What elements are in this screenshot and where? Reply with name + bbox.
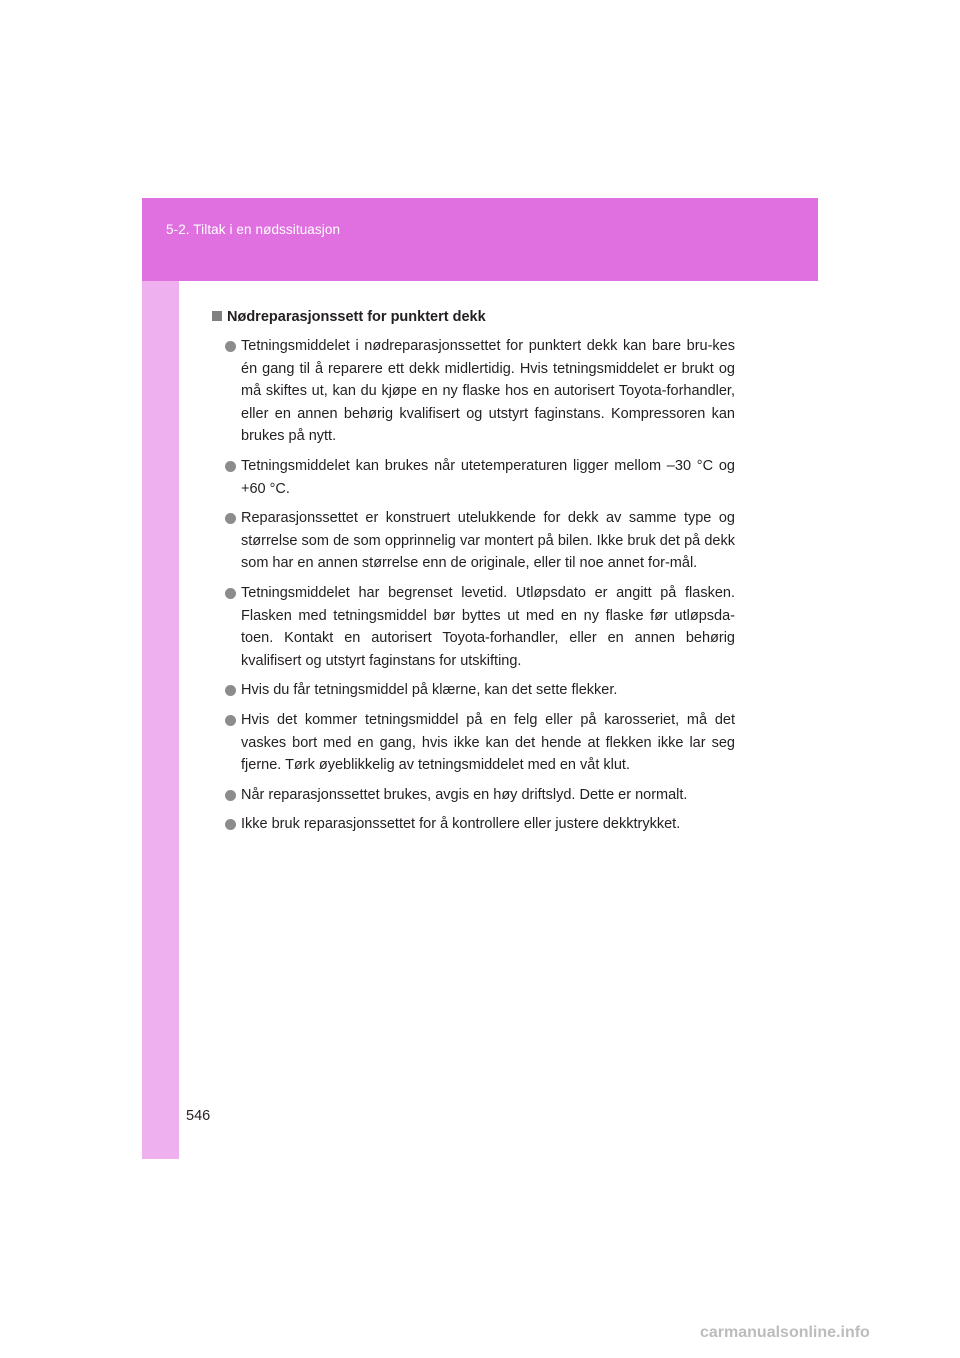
list-item: Reparasjonssettet er konstruert utelukkende for dekk av samme type og størrelse som de som opprinnelig var montert på bilen. Ikke bruk det på dekk som har en annen størrelse enn de originale, eller til noe annet for-mål. [212, 507, 735, 575]
section-breadcrumb: 5-2. Tiltak i en nødssituasjon [166, 222, 341, 237]
main-content [212, 306, 735, 843]
bullet-dot-icon [225, 341, 236, 352]
section-title: Nødreparasjonssett for punktert dekk [227, 309, 486, 325]
section-heading [212, 306, 735, 328]
header-band [142, 198, 818, 281]
square-bullet-icon [212, 311, 222, 321]
bullet-dot-icon [225, 588, 236, 599]
list-item: Når reparasjonssettet brukes, avgis en høy driftslyd. Dette er normalt. [212, 784, 735, 807]
bullet-dot-icon [225, 715, 236, 726]
bullet-dot-icon [225, 790, 236, 801]
watermark: carmanualsonline.info [700, 1324, 870, 1341]
list-item: Hvis det kommer tetningsmiddel på en felg eller på karosseriet, må det vaskes bort med en gang, hvis ikke kan det hende at flekken ikke lar seg fjerne. Tørk øyeblikkelig av tetningsmiddelet med en våt klut. [212, 709, 735, 777]
side-band [142, 281, 179, 1159]
list-item: Tetningsmiddelet har begrenset levetid. Utløpsdato er angitt på flasken. Flasken med tetningsmiddel bør byttes ut med en ny flaske før utløpsda-toen. Kontakt en autorisert Toyota-forhandler, eller en annen behørig kvalifisert og utstyrt faginstans for utskifting. [212, 582, 735, 672]
list-item: Hvis du får tetningsmiddel på klærne, kan det sette flekker. [212, 679, 735, 702]
bullet-dot-icon [225, 461, 236, 472]
bullet-dot-icon [225, 513, 236, 524]
list-item: Ikke bruk reparasjonssettet for å kontrollere eller justere dekktrykket. [212, 813, 735, 836]
bullet-dot-icon [225, 685, 236, 696]
list-item: Tetningsmiddelet kan brukes når utetemperaturen ligger mellom –30 °C og +60 °C. [212, 455, 735, 500]
bullet-dot-icon [225, 819, 236, 830]
page-number: 546 [186, 1108, 211, 1124]
list-item: Tetningsmiddelet i nødreparasjonssettet for punktert dekk kan bare bru-kes én gang til å reparere ett dekk midlertidig. Hvis tetningsmiddelet er brukt og må skiftes ut, kan du kjøpe en ny flaske hos en autorisert Toyota-forhandler, eller en annen behørig kvalifisert og utstyrt faginstans. Kompressoren kan brukes på nytt. [212, 335, 735, 448]
